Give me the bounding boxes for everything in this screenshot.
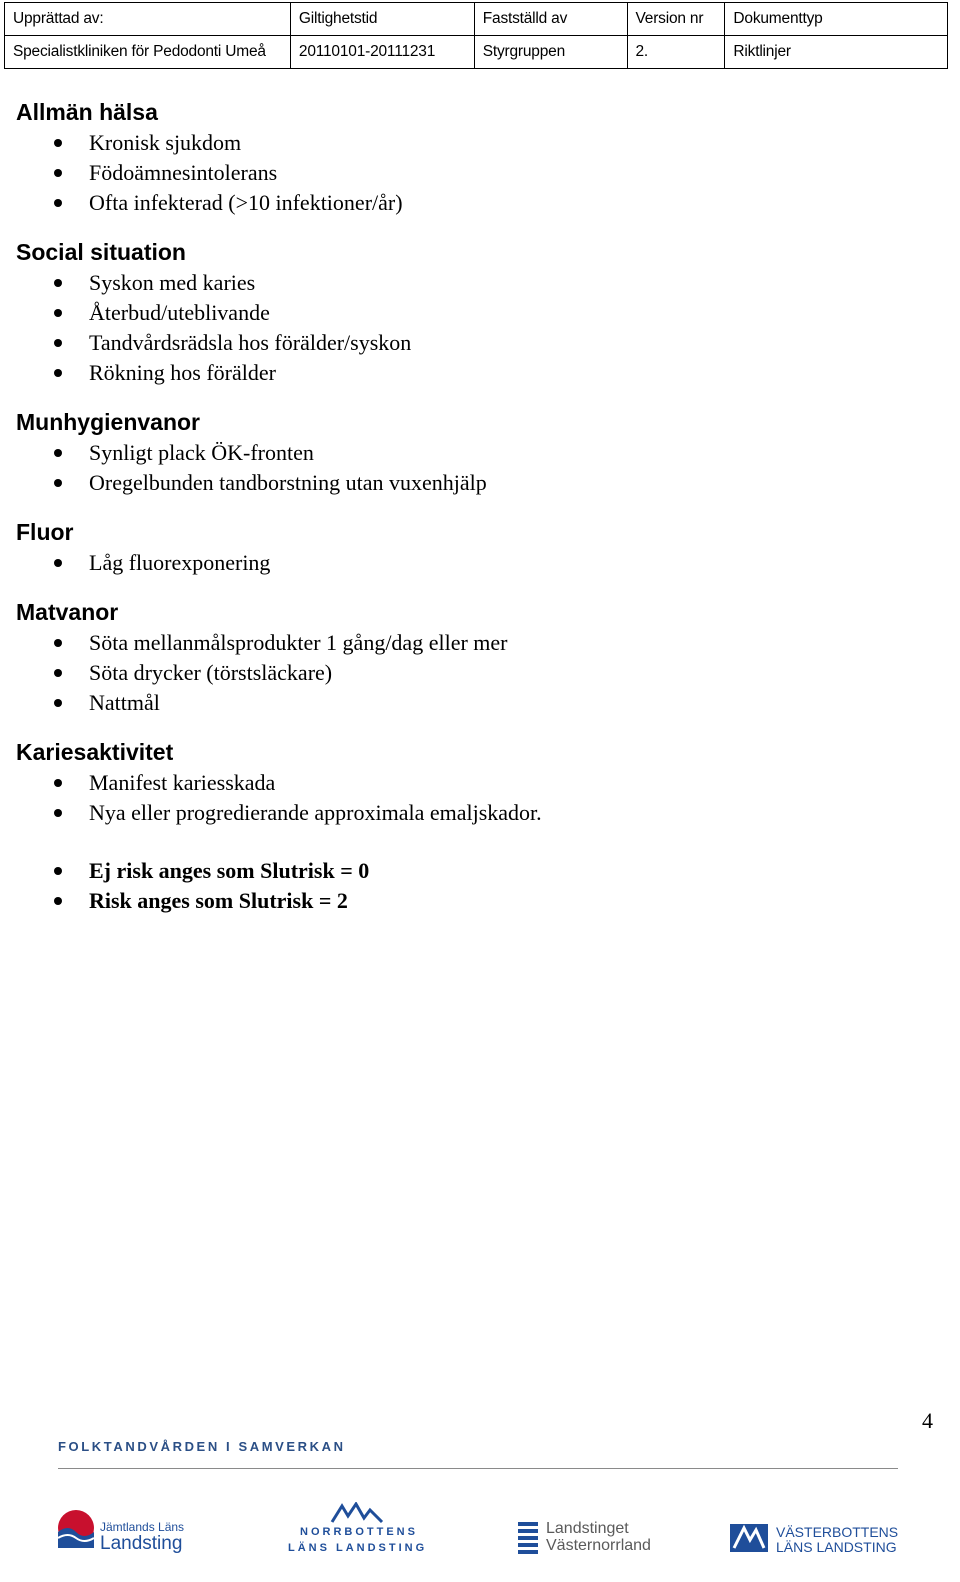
bullet-icon: [54, 279, 62, 287]
norrbotten-emblem-icon: [330, 1502, 384, 1524]
section-heading: Matvanor: [16, 599, 119, 625]
list-item: [16, 128, 916, 158]
conclusion-text: Risk anges som Slutrisk = 2: [89, 888, 348, 913]
footer-divider: [58, 1468, 898, 1469]
conclusion-text: Ej risk anges som Slutrisk = 0: [89, 858, 370, 883]
bullet-icon: [54, 639, 62, 647]
norrbotten-logo-line2: LÄNS LANDSTING: [288, 1542, 428, 1554]
bullet-icon: [54, 369, 62, 377]
section-heading: Social situation: [16, 239, 186, 265]
list-item: [16, 188, 916, 218]
vasternorrland-logo-line2: Västernorrland: [546, 1537, 651, 1554]
section-heading: Munhygienvanor: [16, 409, 201, 435]
list-item: [16, 628, 916, 658]
list-item-text: Syskon med karies: [89, 270, 256, 295]
footer-tagline: FOLKTANDVÅRDEN I SAMVERKAN: [58, 1439, 346, 1454]
jamtland-logo-line1: Jämtlands Läns: [100, 1520, 185, 1534]
list-item-text: Nya eller progredierande approximala emaljskador.: [89, 800, 542, 825]
bullet-icon: [54, 867, 62, 875]
header-value-created-by: Specialistkliniken för Pedodonti Umeå: [5, 36, 291, 69]
jamtland-logo-line2: Landsting: [100, 1533, 183, 1554]
bullet-icon: [54, 809, 62, 817]
list-item-text: Tandvårdsrädsla hos förälder/syskon: [89, 330, 412, 355]
list-item-text: Oregelbunden tandborstning utan vuxenhjälp: [89, 470, 487, 495]
section-social-situation: [16, 236, 916, 388]
list-item: [16, 298, 916, 328]
vasterbotten-emblem-icon: [730, 1524, 768, 1552]
section-oral-hygiene: [16, 406, 916, 498]
header-value-validity: 20110101-20111231: [290, 36, 474, 69]
header-label-version: Version nr: [627, 3, 725, 36]
bullet-icon: [54, 339, 62, 347]
bullet-list: [16, 438, 916, 498]
vasternorrland-logo: [516, 1500, 666, 1560]
list-item-text: Söta drycker (törstsläckare): [89, 660, 333, 685]
list-item: [16, 438, 916, 468]
conclusion-item: [16, 856, 916, 886]
list-item-text: Kronisk sjukdom: [89, 130, 242, 155]
document-header-table: [4, 2, 948, 69]
header-value-doc-type: Riktlinjer: [725, 36, 948, 69]
section-general-health: [16, 96, 916, 218]
bullet-icon: [54, 559, 62, 567]
bullet-icon: [54, 669, 62, 677]
bullet-icon: [54, 897, 62, 905]
bullet-icon: [54, 139, 62, 147]
jamtland-emblem-icon: [56, 1508, 96, 1554]
header-label-created-by: Upprättad av:: [5, 3, 291, 36]
list-item-text: Manifest kariesskada: [89, 770, 276, 795]
page-number: 4: [922, 1408, 933, 1433]
header-label-validity: Giltighetstid: [290, 3, 474, 36]
list-item: [16, 468, 916, 498]
section-caries-activity: [16, 736, 916, 828]
bullet-list: [16, 768, 916, 828]
vasterbotten-logo-line1: VÄSTERBOTTENS: [776, 1524, 899, 1540]
header-label-approved-by: Fastställd av: [474, 3, 627, 36]
list-item: [16, 268, 916, 298]
list-item-text: Nattmål: [89, 690, 160, 715]
header-value-version: 2.: [627, 36, 725, 69]
list-item: [16, 158, 916, 188]
header-value-approved-by: Styrgruppen: [474, 36, 627, 69]
norrbotten-logo-line1: NORRBOTTENS: [300, 1526, 418, 1538]
bullet-icon: [54, 169, 62, 177]
list-item: [16, 658, 916, 688]
vasternorrland-emblem-icon: [516, 1520, 540, 1556]
conclusion-item: [16, 886, 916, 916]
document-body: [16, 96, 916, 916]
list-item-text: Synligt plack ÖK-fronten: [89, 440, 314, 465]
list-item: [16, 768, 916, 798]
jamtland-logo: [56, 1500, 196, 1560]
vasternorrland-logo-line1: Landstinget: [546, 1520, 629, 1537]
bullet-icon: [54, 199, 62, 207]
list-item: [16, 688, 916, 718]
section-fluoride: [16, 516, 916, 578]
bullet-icon: [54, 479, 62, 487]
bullet-icon: [54, 699, 62, 707]
conclusion-list: [16, 856, 916, 916]
section-heading: Fluor: [16, 519, 74, 545]
list-item-text: Återbud/uteblivande: [89, 300, 270, 325]
vasterbotten-logo: [730, 1500, 900, 1560]
list-item-text: Låg fluorexponering: [89, 550, 271, 575]
section-heading: Allmän hälsa: [16, 99, 158, 125]
bullet-list: [16, 268, 916, 388]
bullet-list: [16, 548, 916, 578]
list-item: [16, 798, 916, 828]
header-value-row: [5, 36, 948, 69]
list-item-text: Ofta infekterad (>10 infektioner/år): [89, 190, 403, 215]
section-diet: [16, 596, 916, 718]
header-label-row: [5, 3, 948, 36]
bullet-list: [16, 628, 916, 718]
list-item-text: Födoämnesintolerans: [89, 160, 278, 185]
norrbotten-logo: [286, 1500, 426, 1560]
list-item: [16, 548, 916, 578]
section-heading: Kariesaktivitet: [16, 739, 174, 765]
bullet-icon: [54, 449, 62, 457]
list-item-text: Söta mellanmålsprodukter 1 gång/dag eller mer: [89, 630, 508, 655]
list-item: [16, 358, 916, 388]
list-item-text: Rökning hos förälder: [89, 360, 276, 385]
bullet-icon: [54, 309, 62, 317]
bullet-list: [16, 128, 916, 218]
bullet-icon: [54, 779, 62, 787]
list-item: [16, 328, 916, 358]
header-label-doc-type: Dokumenttyp: [725, 3, 948, 36]
vasterbotten-logo-line2: LÄNS LANDSTING: [776, 1539, 897, 1555]
